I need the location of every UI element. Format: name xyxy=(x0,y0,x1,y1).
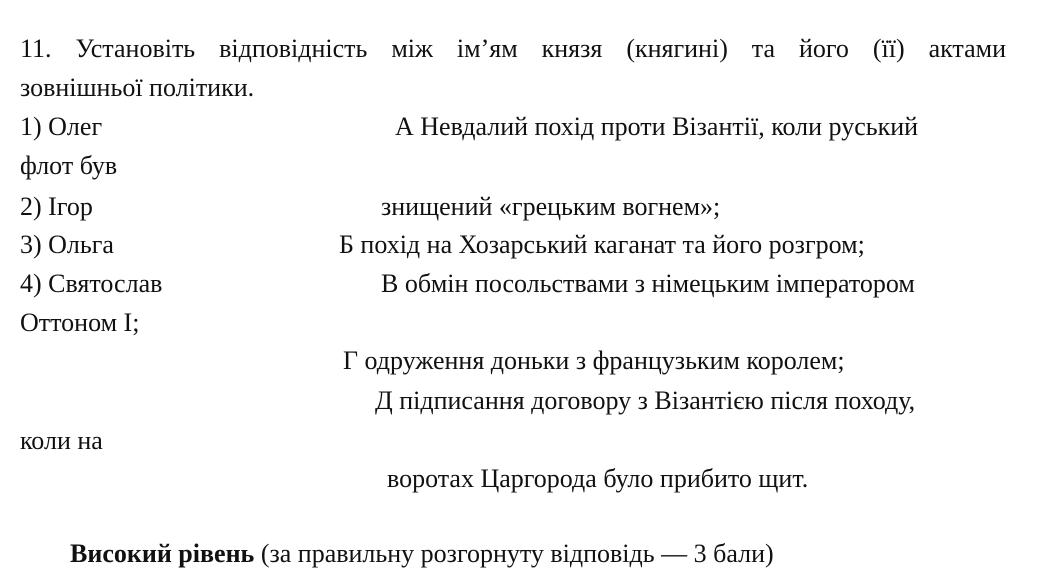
next-section-bold: Високий рівень xyxy=(70,539,255,568)
item-sviatoslav: 4) Святослав xyxy=(20,269,163,298)
option-d-line-3: воротах Царгорода було прибито щит. xyxy=(387,464,809,493)
next-section-heading xyxy=(70,538,774,570)
item-ihor: 2) Ігор xyxy=(20,192,93,221)
question-line-1: 11. Установіть відповідність між ім’ям князя (княгині) та його (її) актами xyxy=(20,34,1006,63)
next-section-rest: (за правильну розгорнуту відповідь — 3 бали) xyxy=(254,539,774,568)
question-line-2: зовнішньої політики. xyxy=(20,73,255,102)
option-a-line-3: знищений «грецьким вогнем»; xyxy=(381,192,721,221)
option-b: Б похід на Хозарський каганат та його розгром; xyxy=(339,230,865,259)
option-v-line-2: Оттоном І; xyxy=(20,308,140,337)
option-h: Г одруження доньки з французьким королем; xyxy=(343,346,845,375)
option-d-line-1: Д підписання договору з Візантією після походу, xyxy=(375,386,916,415)
option-v-line-1: В обмін посольствами з німецьким імператором xyxy=(381,269,915,298)
item-oleg: 1) Олег xyxy=(20,112,103,141)
option-a-line-2: флот був xyxy=(20,151,118,180)
item-olha: 3) Ольга xyxy=(20,230,114,259)
option-d-line-2: коли на xyxy=(20,426,103,455)
option-a-line-1: А Невдалий похід проти Візантії, коли руський xyxy=(395,112,919,141)
